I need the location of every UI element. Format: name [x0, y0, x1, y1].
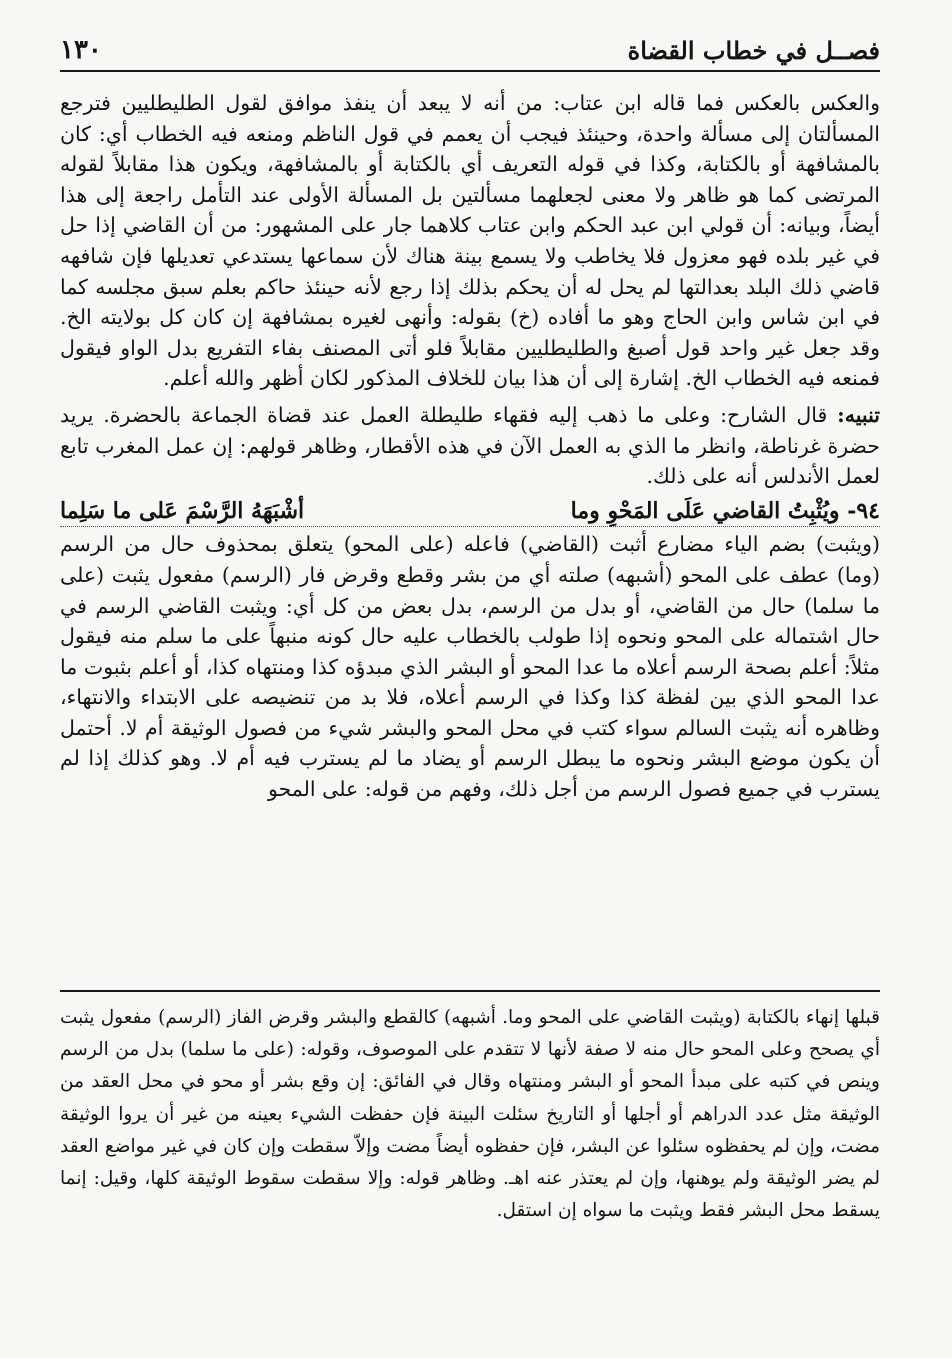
footnote-divider — [60, 990, 880, 992]
verse-second-hemistich: أشْبَهَهُ الرَّسْمَ عَلى ما سَلِما — [60, 497, 305, 524]
main-text — [60, 88, 880, 805]
paragraph-note — [60, 400, 880, 492]
page-header — [60, 30, 880, 72]
verse-first-hemistich: ٩٤- ويُثْبِتُ القاضي عَلَى المَحْوِ وما — [570, 497, 880, 524]
page-number: ١٣٠ — [60, 35, 102, 65]
note-label: تنبيه: — [837, 402, 880, 427]
footnotes — [60, 1002, 880, 1227]
paragraph-verse-commentary: (ويثبت) بضم الياء مضارع أثبت (القاضي) فاعله (على المحو) يتعلق بمحذوف حال من الرسم (وما) عطف على المحو (أشبهه) صلته أي من بشر وقطع وقرض فار (الرسم) مفعول يثبت (على ما سلما) حال من القاضي، أو بدل من الرسم، بدل بعض من كل أي: ويثبت القاضي الرسم في حال اشتماله على المحو ونحوه إذا طولب بالخطاب عليه حال كونه منبهاً على ما سلم منه فيقول مثلاً: أعلم بصحة الرسم أعلاه ما عدا المحو أو البشر الذي مبدؤه كذا ومنتهاه كذا، أو أعلم بثبوت ما عدا المحو الذي بين لفظة كذا وكذا في الرسم أعلاه، فلا بد من تنضيصه على الابتداء والانتهاء، وظاهره أنه يثبت السالم سواء كتب في محل المحو والبشر شيء من فصول الوثيقة أم لا. أحتمل أن يكون موضع البشر ونحوه ما يبطل الرسم أو يضاد ما لم يسترب فيه أم لا. وهو كذلك إذا لم يسترب في جميع فصول الرسم من أجل ذلك، وفهم من قوله: على المحو — [60, 532, 880, 802]
running-title: فصــل في خطاب القضاة — [627, 35, 880, 65]
note-text: قال الشارح: وعلى ما ذهب إليه فقهاء طليطلة العمل عند قضاة الجماعة بالحضرة. يريد حضرة غرناطة، وانظر ما الذي به العمل الآن في هذه الأقطار، وظاهر قولهم: إن عمل المغرب تابع لعمل الأندلس أنه على ذلك. — [60, 402, 880, 489]
paragraph-commentary: والعكس بالعكس فما قاله ابن عتاب: من أنه لا يبعد أن ينفذ موافق لقول الطليطليين فترجع المسألتان إلى مسألة واحدة، وحينئذ فيجب أن يعمم في قول الناظم ومنعه فيه الخطاب أي: كان بالمشافهة أو بالكتابة، وكذا في قوله التعريف أي بالكتابة أو بالمشافهة، ويكون هذا مقابلاً لقوله المرتضى كما هو ظاهر ولا معنى لجعلهما مسألتين بل المسألة الأولى عند التأمل راجعة إلى هذا أيضاً، وبيانه: أن قولي ابن عبد الحكم وابن عتاب كلاهما جار على المشهور: من أن القاضي إذا حل في غير بلده فهو معزول فلا يخاطب ولا يسمع بينة هناك لأن سماعها يستدعي تعديلها فإن شافهه قاضي ذلك البلد بعدالتها لم يحل له أن يحكم بذلك إذا رجع لأنه حينئذ حاكم بعلم سبق مجلسه كما في ابن شاس وابن الحاج وهو ما أفاده (خ) بقوله: وأنهى لغيره بمشافهة إن كان كل بولايته الخ. وقد جعل غير واحد قول أصبغ والطليطليين مقابلاً فلو أتى المصنف بفاء التفريع بدل الواو فيقول فمنعه فيه الخطاب الخ. إشارة إلى أن هذا بيان للخلاف المذكور لكان أظهر والله أعلم. — [60, 91, 880, 391]
verse-line — [60, 496, 880, 528]
footnote-text: قبلها إنهاء بالكتابة (ويثبت القاضي على المحو وما. أشبهه) كالقطع والبشر وقرض الفاز (الرسم) مفعول يثبت أي يصحح وعلى المحو حال منه لا صفة لأنها لا تتقدم على الموصوف، وقوله: (على ما سلما) بدل من الرسم وينص في كتبه على مبدأ المحو أو البشر ومنتهاه وقال في الفائق: إن وقع بشر أو محو في محل العقد من الوثيقة مثل عدد الدراهم أو أجلها أو التاريخ سئلت البينة فإن حفظت الشيء بعينه من غير أن يروا الوثيقة مضت، وإن لم يحفظوه سئلوا عن البشر، فإن حفظوه أيضاً مضت وإلاّ سقطت وإن كان في غير مواضع العقد لم يضر الوثيقة ولم يوهنها، وإن لم يعتذر عنه اهـ. وظاهر قوله: وإلا سقطت سقوط الوثيقة كلها، وقيل: إنما يسقط محل البشر فقط ويثبت ما سواه إن استقل. — [60, 1007, 880, 1222]
